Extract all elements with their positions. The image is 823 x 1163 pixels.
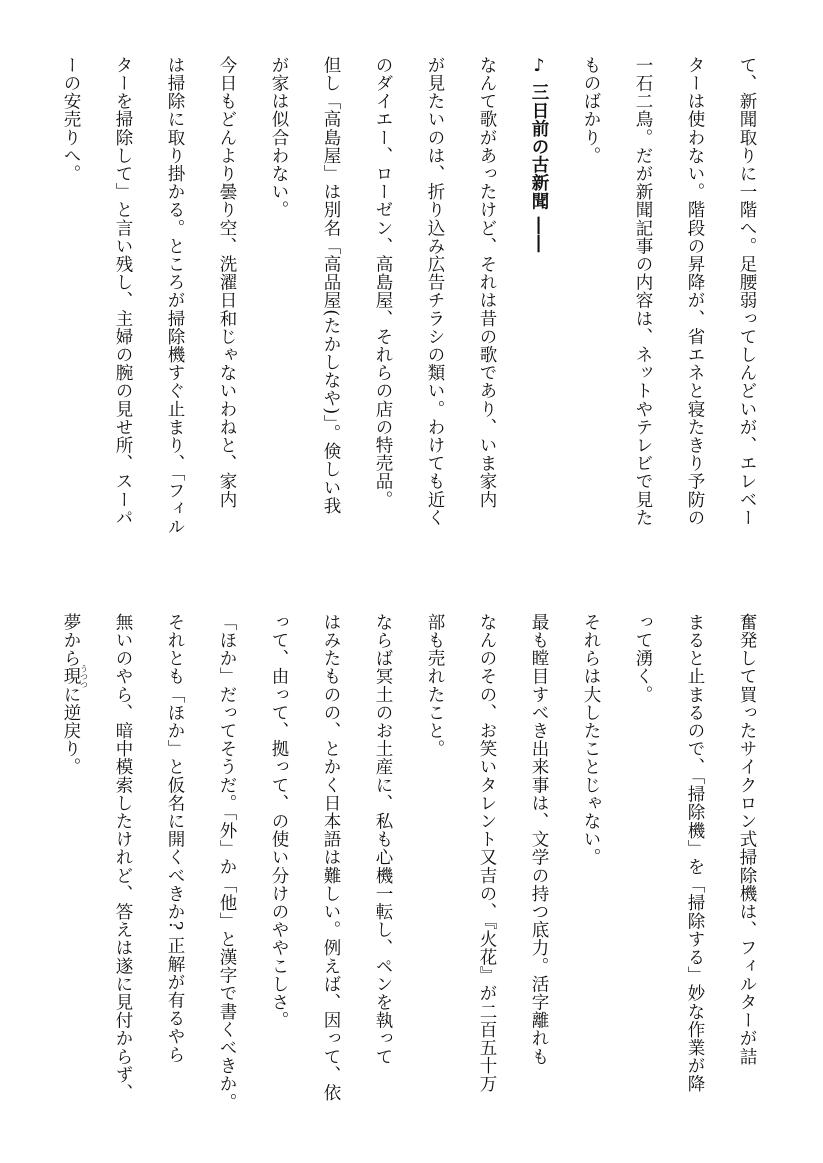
text-line: って湧く。: [633, 613, 653, 704]
ruby-annotation: [61, 664, 89, 689]
text-line: なんて歌があったけど、それは昔の歌であり、いま家内: [477, 56, 497, 509]
song-lyric-line: ♪ 三日前の古新聞 ――: [529, 56, 549, 253]
text-line: それとも「ほか」と仮名に開くべきか? 正解が有るやら: [165, 613, 185, 1064]
top-text-column: [61, 56, 773, 556]
text-line: が見たいのは、折り込み広告チラシの類い。わけても近く: [425, 56, 445, 527]
text-line: が家は似合わない。: [269, 56, 289, 219]
text-line: は掃除に取り掛かる。ところが掃除機すぐ止まり、「フィル: [165, 56, 185, 536]
text-line: 奮発して買ったサイクロン式掃除機は、フィルターが詰: [737, 613, 757, 1066]
ruby-reading: うつつ: [79, 664, 89, 689]
text-line: 「ほか」だってそうだ。「外」か「他」と漢字で書くべきか。: [217, 613, 237, 1112]
final-line-with-ruby: [45, 613, 97, 1093]
ruby-base: 現: [61, 664, 81, 689]
text-line: ならば冥土のお土産に、私も心機一転し、ペンを執って: [373, 613, 393, 1066]
final-line-before: 夢から: [61, 613, 81, 668]
text-line: ーの安売りへ。: [61, 56, 81, 183]
text-line: 但し「高島屋」は別名「高品屋(たかしなや)」。倹しい我: [321, 56, 341, 515]
bottom-text-column: [61, 613, 773, 1112]
text-line: はみたものの、とかく日本語は難しい。例えば、因って、依: [321, 613, 341, 1102]
text-line: のダイエー、ローゼン、高島屋、それらの店の特売品。: [373, 56, 393, 509]
text-line: 無いのやら、暗中模索したけれど、答えは遂に見付からず、: [113, 613, 133, 1102]
text-line: って、由って、拠って、の使い分けのややこしさ。: [269, 613, 289, 1030]
text-line: ターは使わない。階段の昇降が、省エネと寝たきり予防の: [685, 56, 705, 527]
final-line-after: に逆戻り。: [61, 685, 81, 776]
text-line: それらは大したことじゃない。: [581, 613, 601, 867]
text-line: 部も売れたこと。: [425, 613, 445, 758]
text-line: ターを掃除して」と言い残し、主婦の腕の見せ所、スーパ: [113, 56, 133, 527]
text-line: なんのその、お笑いタレント又吉の、『火花』が二百五十万: [477, 613, 497, 1093]
text-line: 今日もどんより曇り空、洗濯日和じゃないわねと、家内: [217, 56, 237, 509]
text-line: まると止まるので、「掃除機」を「掃除する」妙な作業が降: [685, 613, 705, 1093]
text-line: 一石二鳥。だが新聞記事の内容は、ネットやテレビで見た: [633, 56, 653, 527]
text-line: 最も瞠目すべき出来事は、文学の持つ底力。活字離れも: [529, 613, 549, 1066]
text-line: て、新聞取りに一階へ。足腰弱ってしんどいが、エレベー: [737, 56, 757, 527]
text-line: ものばかり。: [581, 56, 601, 165]
